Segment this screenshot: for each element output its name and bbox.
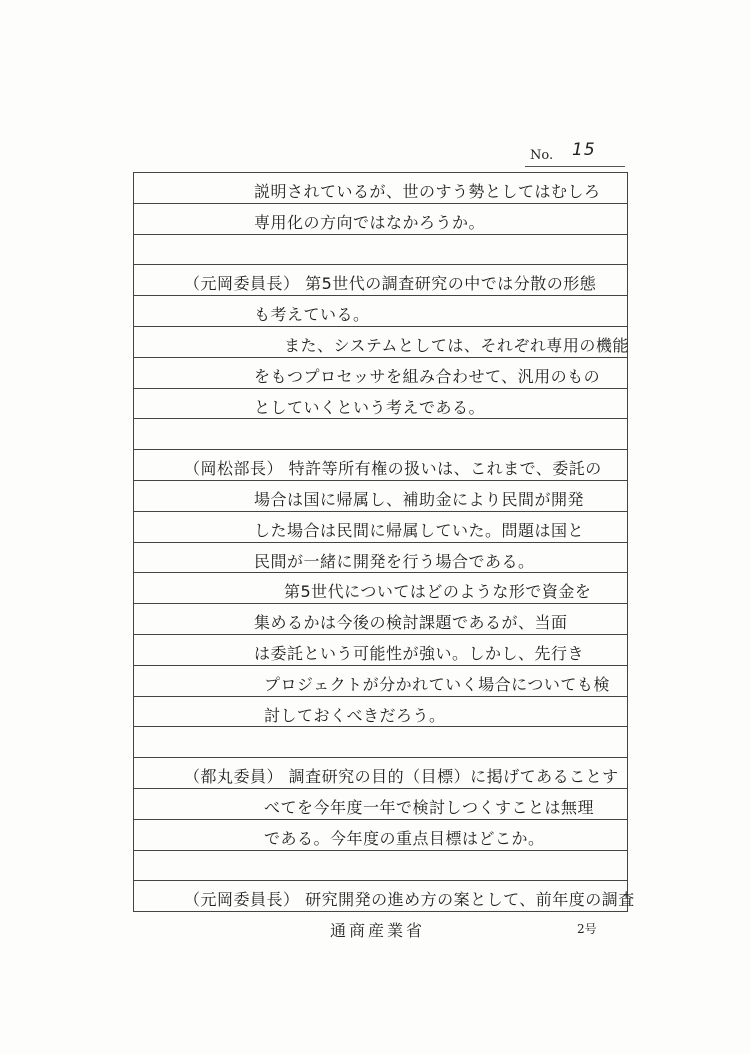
handwritten-line: 場合は国に帰属し、補助金により民間が開発	[254, 490, 585, 509]
ruled-line	[134, 172, 627, 173]
handwritten-line: をもつプロセッサを組み合わせて、汎用のもの	[254, 366, 601, 386]
handwritten-line: また、システムとしては、それぞれ専用の機能	[284, 336, 629, 355]
handwritten-line: である。今年度の重点目標はどこか。	[264, 828, 545, 848]
handwritten-line: は委託という可能性が強い。しかし、先行き	[254, 644, 585, 663]
handwritten-line	[134, 421, 627, 455]
form-number: 2号	[577, 922, 597, 936]
handwritten-line: も考えている。	[254, 305, 370, 325]
handwritten-line: 討しておくべきだろう。	[264, 705, 446, 725]
handwritten-line: した場合は民間に帰属していた。問題は国と	[254, 520, 585, 540]
handwritten-line: 民間が一緒に開発を行う場合である。	[254, 551, 535, 571]
handwritten-line: （元岡委員長） 第5世代の調査研究の中では分散の形態	[184, 274, 597, 294]
page-number-label: No.	[530, 148, 554, 163]
page-number-underline	[525, 166, 625, 167]
handwritten-line: （元岡委員長） 研究開発の進め方の案として、前年度の調査	[184, 890, 635, 910]
handwritten-line	[134, 853, 627, 887]
page-number-value: 15	[572, 140, 596, 160]
handwritten-line: 集めるかは今後の検討課題であるが、当面	[254, 613, 568, 633]
handwritten-line: （都丸委員） 調査研究の目的（目標）に掲げてあることす	[184, 767, 619, 787]
handwritten-line: 第5世代についてはどのような形で資金を	[284, 582, 592, 602]
handwritten-line	[134, 237, 627, 271]
handwritten-line: （岡松部長） 特許等所有権の扱いは、これまで、委託の	[184, 459, 602, 479]
handwritten-line: プロジェクトが分かれていく場合についても検	[264, 674, 610, 694]
handwritten-line: としていくという考えである。	[254, 397, 486, 417]
handwritten-line	[134, 729, 627, 763]
handwritten-line: 説明されているが、世のすう勢としてはむしろ	[254, 182, 601, 201]
handwritten-line: べてを今年度一年で検討しつくすことは無理	[264, 798, 595, 817]
ministry-name: 通商産業省	[330, 921, 426, 940]
handwritten-line: 専用化の方向ではなかろうか。	[254, 212, 486, 232]
ruled-sheet	[133, 172, 635, 912]
